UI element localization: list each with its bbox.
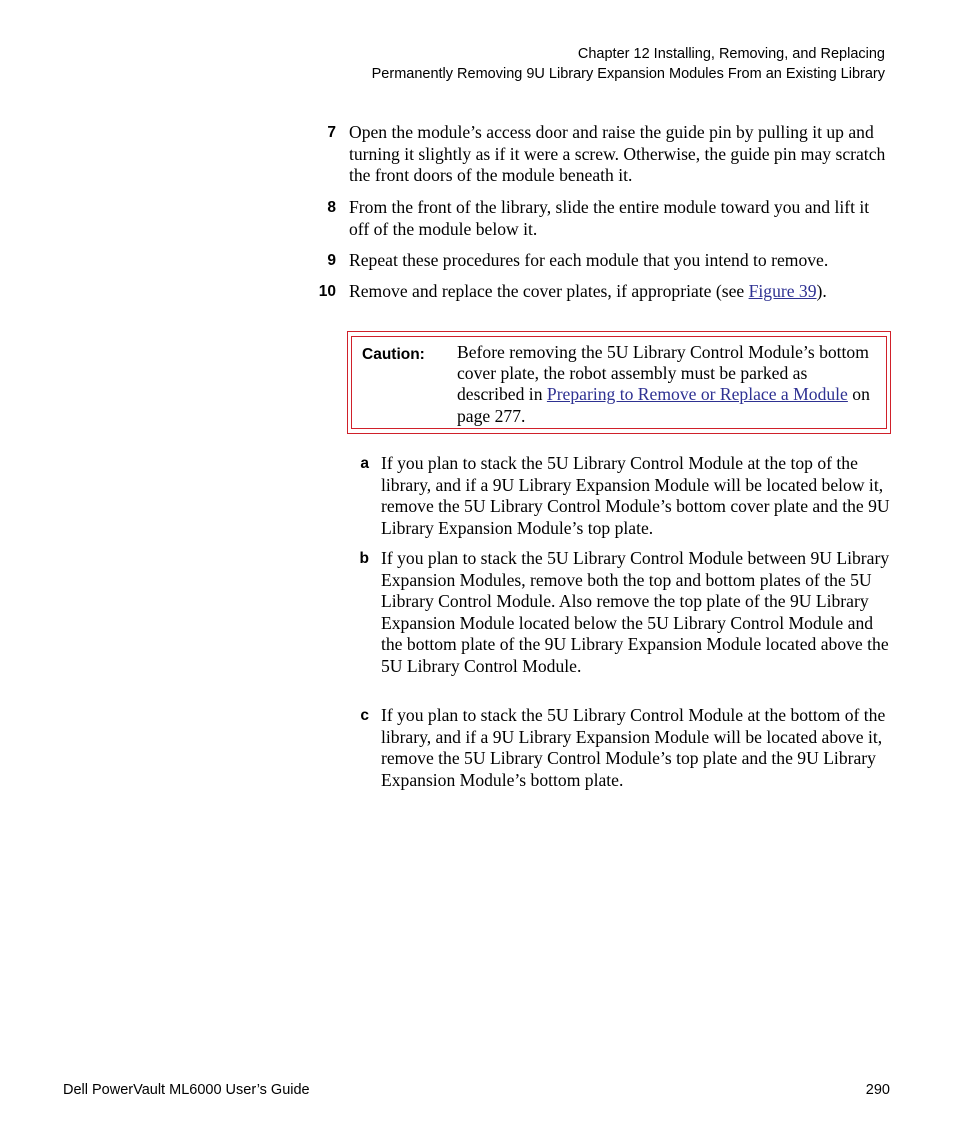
substep-a	[355, 453, 895, 539]
chapter-title: Chapter 12 Installing, Removing, and Replacing	[577, 46, 885, 62]
caution-text-before: Before removing the 5U Library Control Module’s bottom cover plate, the robot assembly must be parked as described in	[457, 342, 869, 405]
substep-letter: b	[359, 550, 369, 567]
step-8	[300, 197, 890, 240]
step-9	[300, 250, 890, 272]
step-text	[349, 281, 890, 303]
step-text: From the front of the library, slide the entire module toward you and lift it off of the module below it.	[349, 197, 870, 239]
step-number: 10	[318, 283, 336, 300]
step-text-before: Remove and replace the cover plates, if appropriate (see	[349, 281, 749, 301]
step-number: 8	[327, 199, 336, 216]
substep-letter: c	[360, 707, 369, 724]
step-7	[300, 122, 890, 187]
section-title: Permanently Removing 9U Library Expansion Modules From an Existing Library	[371, 66, 885, 82]
substep-b	[355, 548, 895, 677]
step-number: 7	[327, 124, 336, 141]
step-10	[300, 281, 890, 303]
substep-c	[355, 705, 895, 791]
substep-text: If you plan to stack the 5U Library Control Module at the bottom of the library, and if a 9U Library Expansion Module will be located above it, remove the 5U Library Control Module’s top plate and the 9U Library Expansion Module’s bottom plate.	[381, 705, 886, 790]
substep-letter: a	[360, 455, 369, 472]
caution-text	[457, 342, 877, 427]
step-number: 9	[327, 252, 336, 269]
substep-text: If you plan to stack the 5U Library Control Module between 9U Library Expansion Modules, remove both the top and bottom plates of the 5U Library Control Module. Also remove the top plate of the 9U Library Expansion Module located below the 5U Library Control Module and the bottom plate of the 9U Library Expansion Module located above the 5U Library Control Module.	[381, 548, 890, 676]
substep-text: If you plan to stack the 5U Library Control Module at the top of the library, and if a 9U Library Expansion Module will be located below it, remove the 5U Library Control Module’s bottom cover plate and the 9U Library Expansion Module’s top plate.	[381, 453, 890, 538]
step-text: Open the module’s access door and raise the guide pin by pulling it up and turning it slightly as if it were a screw. Otherwise, the guide pin may scratch the front doors of the module beneath it.	[349, 122, 886, 185]
caution-box	[347, 331, 891, 434]
step-text: Repeat these procedures for each module that you intend to remove.	[349, 250, 829, 270]
figure-39-link[interactable]: Figure 39	[748, 281, 817, 301]
footer-title: Dell PowerVault ML6000 User’s Guide	[63, 1082, 310, 1098]
caution-label: Caution:	[362, 346, 425, 363]
running-header	[372, 44, 885, 84]
caution-inner-border	[351, 336, 887, 429]
page-number: 290	[865, 1082, 890, 1098]
step-text-after: ).	[816, 281, 827, 301]
preparing-to-remove-link[interactable]: Preparing to Remove or Replace a Module	[546, 384, 848, 405]
caution-text-after: on page 277.	[457, 384, 870, 426]
